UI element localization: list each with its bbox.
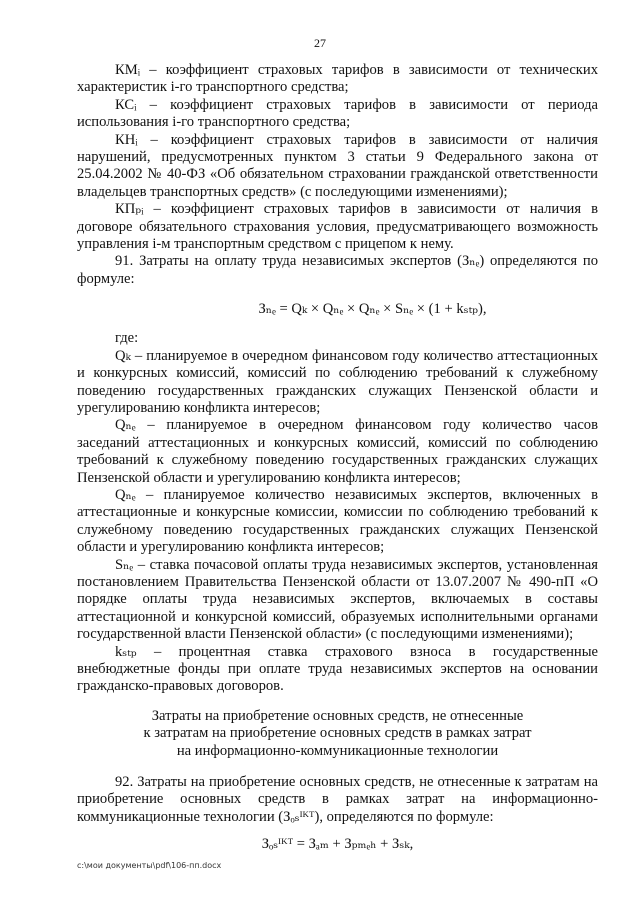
heading-line-1: Затраты на приобретение основных средств, не отнесенные [151, 707, 524, 724]
gde-label: где: [115, 330, 139, 347]
para-qk: Qₖ – планируемое в очередном финансовом году количество аттестационных и конкурсных комиссий, комиссий по соблюдению требований к служебному поведению государственных гражданских служащих Пензенской области и урегулированию конфликта интересов; [77, 347, 598, 416]
file-path-footer: c:\мои документы\pdf\106-пп.docx [77, 861, 222, 870]
para-kn: КНᵢ – коэффициент страховых тарифов в зависимости от наличия нарушений, предусмотренных пунктом 3 статьи 9 Федерального закона от 25.04.2002 № 40-ФЗ «Об обязательном страховании гражданской ответственности владельцев транспортных средств» (с последующими изменениями); [77, 131, 598, 200]
para-92: 92. Затраты на приобретение основных средств, не отнесенные к затратам на приобретение основных средств в рамках затрат на информационно-коммуникационные технологии (Зₒₛᴵᴷᵀ), определяются по формуле: [77, 774, 598, 825]
para-snz: Sₙₑ – ставка почасовой оплаты труда независимых экспертов, установленная постановлением Правительства Пензенской области от 13.07.2007 № 490-пП «О порядке оплаты труда независимых экспертов, включаемых в составы аттестационной и конкурсной комиссий, образуемых исполнительными органами государственной власти Пензенской области» (с последующими изменениями); [77, 556, 598, 643]
para-qnz: Qₙₑ – планируемое количество независимых экспертов, включенных в аттестационные и конкурсные комиссии, комиссии по соблюдению требований к служебному поведению государственных гражданских служащих Пензенской области и урегулированию конфликта интересов; [77, 486, 598, 556]
heading-line-3: на информационно-коммуникационные технологии [176, 742, 499, 759]
page-number: 27 [314, 36, 326, 50]
para-ks: КСᵢ – коэффициент страховых тарифов в зависимости от периода использования i-го транспортного средства; [77, 96, 598, 131]
para-km: КМᵢ – коэффициент страховых тарифов в зависимости от технических характеристик i-го транспортного средства; [77, 62, 598, 96]
section-heading [77, 708, 598, 760]
formula-92: Зₒₛᴵᴷᵀ = Зₐₘ + Зₚₘₑₕ + Зₛₖ, [261, 836, 414, 853]
para-kstr: kₛₜₚ – процентная ставка страхового взноса в государственные внебюджетные фонды при оплате труда независимых экспертов на основании гражданско-правовых договоров. [77, 643, 598, 695]
para-kp: КПₚᵢ – коэффициент страховых тарифов в зависимости от наличия в договоре обязательного страхования условия, предусматривающего возможность управления i-м транспортным средством с прицепом к нему. [77, 201, 598, 253]
heading-line-2: к затратам на приобретение основных средств в рамках затрат [143, 725, 532, 742]
para-qchz: Qₙₑ – планируемое в очередном финансовом году количество часов заседаний аттестационных и конкурсных комиссий, комиссий по соблюдению требований к служебному поведению государственных гражданских служащих Пензенской области и урегулированию конфликта интересов; [77, 417, 598, 486]
para-91: 91. Затраты на оплату труда независимых экспертов (Зₙₑ) определяются по формуле: [77, 253, 598, 287]
formula-91: Зₙₑ = Qₖ × Qₙₑ × Qₙₑ × Sₙₑ × (1 + kₛₜₚ), [258, 301, 487, 318]
document-body [77, 62, 598, 856]
